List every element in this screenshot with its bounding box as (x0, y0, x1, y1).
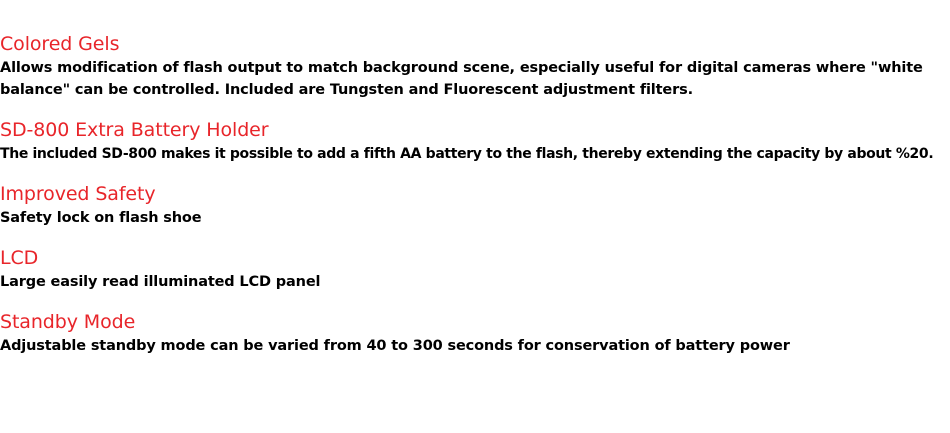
feature-heading: Colored Gels (0, 33, 120, 55)
feature-list (0, 31, 946, 373)
feature-description: Large easily read illuminated LCD panel (0, 274, 321, 290)
feature-heading: Improved Safety (0, 183, 156, 205)
feature-extra-battery-holder (0, 117, 946, 165)
feature-description: Safety lock on flash shoe (0, 210, 202, 226)
feature-colored-gels (0, 31, 946, 101)
feature-improved-safety (0, 181, 946, 229)
feature-description: Adjustable standby mode can be varied from 40 to 300 seconds for conservation of battery power (0, 338, 790, 354)
feature-description: Allows modification of flash output to match background scene, especially useful for digital cameras where "white balance" can be controlled. Included are Tungsten and Fluorescent adjustment filters. (0, 60, 923, 98)
feature-lcd (0, 245, 946, 293)
feature-heading: SD-800 Extra Battery Holder (0, 119, 269, 141)
feature-heading: Standby Mode (0, 311, 136, 333)
feature-description: The included SD-800 makes it possible to add a fifth AA battery to the flash, thereby extending the capacity by about %20. (0, 146, 934, 162)
feature-heading: LCD (0, 247, 39, 269)
feature-standby-mode (0, 309, 946, 357)
